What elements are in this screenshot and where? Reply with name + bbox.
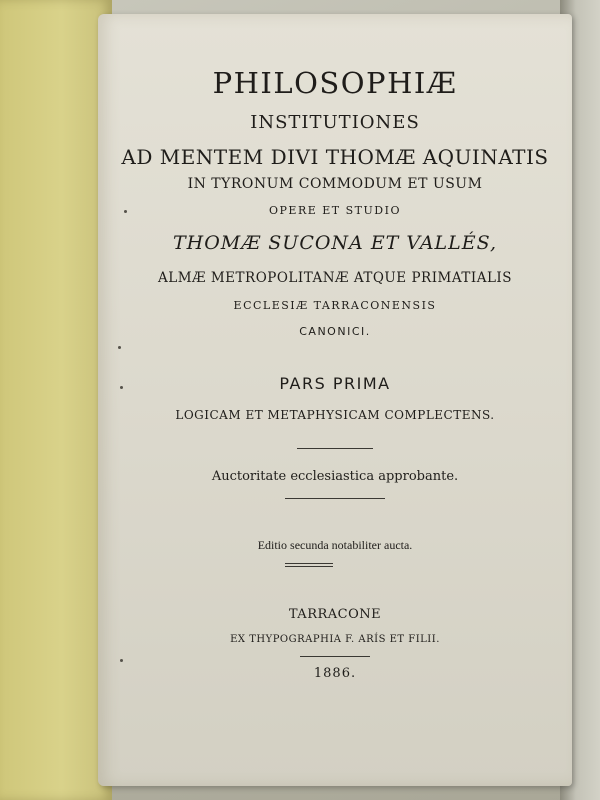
divider-rule (285, 498, 385, 499)
printer-line: EX THYPOGRAPHIA F. ARÍS ET FILII. (230, 634, 440, 645)
book-title: PHILOSOPHIÆ (212, 66, 458, 100)
paper-spot (120, 386, 123, 389)
divider-rule (300, 656, 370, 657)
subtitle-institutiones: INSTITUTIONES (250, 112, 420, 133)
yellow-endpaper (0, 0, 112, 800)
author-title-2: ECCLESIÆ TARRACONENSIS (233, 299, 437, 312)
paper-spot (118, 346, 121, 349)
year-line: 1886. (313, 666, 357, 681)
edition-line: Editio secunda notabiliter aucta. (257, 538, 413, 552)
approval-line: Auctoritate ecclesiastica approbante. (211, 469, 459, 484)
author-title-3: CANONICI. (299, 325, 371, 338)
opere-et-studio: OPERE ET STUDIO (269, 204, 401, 217)
divider-rule (285, 566, 333, 567)
title-page (98, 14, 572, 786)
paper-spot (124, 210, 127, 213)
author-name: THOMÆ SUCONA ET VALLÉS, (172, 232, 498, 254)
part-heading: PARS PRIMA (279, 374, 391, 393)
subtitle-ad-mentem: AD MENTEM DIVI THOMÆ AQUINATIS (121, 145, 549, 169)
author-title-1: ALMÆ METROPOLITANÆ ATQUE PRIMATIALIS (158, 270, 512, 286)
paper-spot (120, 659, 123, 662)
subtitle-tyronum: IN TYRONUM COMMODUM ET USUM (187, 176, 483, 192)
divider-rule (297, 448, 373, 449)
part-subheading: LOGICAM ET METAPHYSICAM COMPLECTENS. (175, 408, 495, 422)
divider-rule (285, 563, 333, 564)
city-line: TARRACONE (288, 607, 382, 622)
